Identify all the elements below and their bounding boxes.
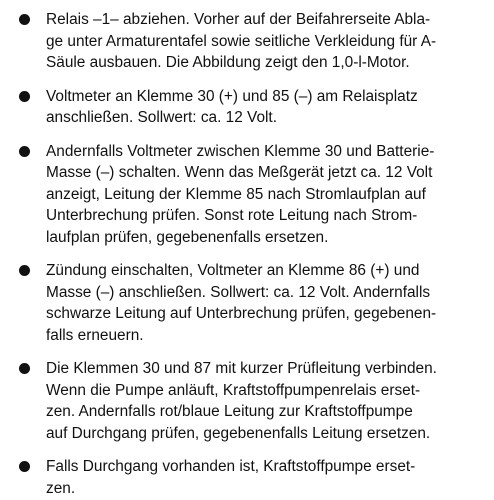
- text-line: Relais –1– abziehen. Vorher auf der Beifahrerseite Abla-: [46, 11, 431, 28]
- bullet-icon: [19, 265, 30, 276]
- bullet-icon: [19, 91, 30, 102]
- bullet-icon: [19, 461, 30, 472]
- list-item: [10, 260, 482, 346]
- text-line: laufplan prüfen, gegebenenfalls ersetzen.: [46, 228, 329, 246]
- text-line: auf Durchgang prüfen, gegebenenfalls Leitung ersetzen.: [46, 424, 431, 442]
- text-line: Andernfalls Voltmeter zwischen Klemme 30 und Batterie-: [46, 142, 435, 160]
- text-line: ge unter Armaturentafel sowie seitliche Verkleidung für A-: [46, 32, 437, 50]
- text-line: Falls Durchgang vorhanden ist, Kraftstoffpumpe erset-: [46, 458, 416, 475]
- text-line: anschließen. Sollwert: ca. 12 Volt.: [46, 109, 277, 126]
- list-item: [10, 141, 482, 249]
- text-line: falls erneuern.: [46, 326, 144, 344]
- text-line: Masse (–) schalten. Wenn das Meßgerät jetzt ca. 12 Volt: [46, 164, 433, 181]
- bullet-icon: [19, 14, 30, 25]
- list-item: [10, 86, 482, 129]
- list-item: [10, 456, 482, 499]
- text-line: Die Klemmen 30 und 87 mit kurzer Prüfleitung verbinden.: [46, 360, 437, 377]
- instruction-list: [10, 9, 482, 499]
- text-line: zen.: [46, 479, 76, 497]
- list-item: [10, 358, 482, 444]
- bullet-icon: [19, 363, 30, 374]
- text-line: Voltmeter an Klemme 30 (+) und 85 (–) am Relaisplatz: [46, 87, 418, 105]
- text-line: anzeigt, Leitung der Klemme 85 nach Stromlaufplan auf: [46, 185, 426, 203]
- text-line: Säule ausbauen. Die Abbildung zeigt den 1,0-l-Motor.: [46, 54, 410, 71]
- bullet-icon: [19, 146, 30, 157]
- text-line: Masse (–) anschließen. Sollwert: ca. 12 Volt. Andernfalls: [46, 283, 431, 301]
- text-line: Wenn die Pumpe anläuft, Kraftstoffpumpenrelais erset-: [46, 381, 421, 399]
- text-line: zen. Andernfalls rot/blaue Leitung zur Kraftstoffpumpe: [46, 403, 413, 420]
- text-line: schwarze Leitung auf Unterbrechung prüfen, gegebenen-: [46, 305, 437, 322]
- text-line: Unterbrechung prüfen. Sonst rote Leitung nach Strom-: [46, 207, 418, 224]
- text-line: Zündung einschalten, Voltmeter an Klemme 86 (+) und: [46, 262, 420, 279]
- list-item: [10, 9, 482, 74]
